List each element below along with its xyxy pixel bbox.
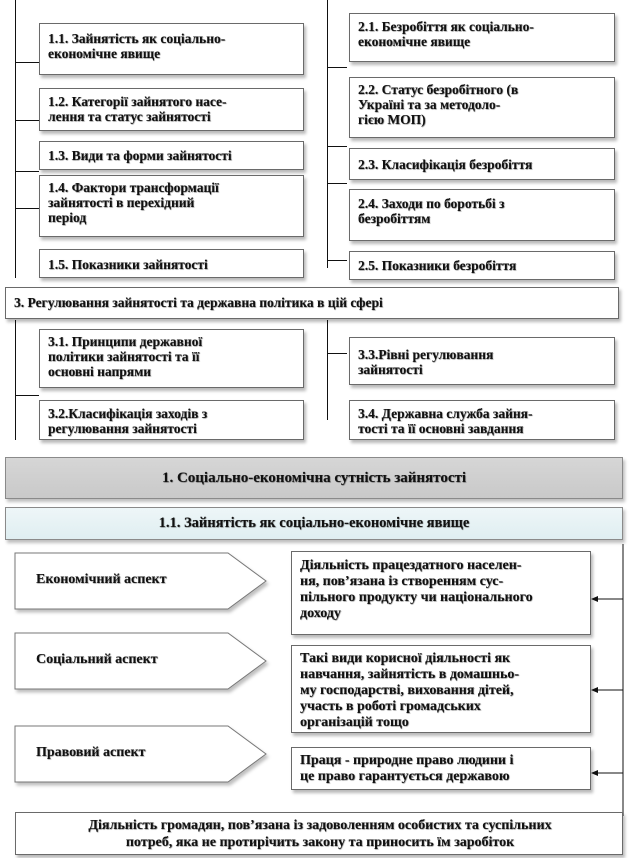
item-1-5: 1.5. Показники зайнятості [39, 249, 304, 278]
item-1-2: 1.2. Категорії зайнятого насе- лення та статус зайнятості [39, 88, 304, 131]
item-2-1: 2.1. Безробіття як соціально- економічне явище [349, 13, 615, 62]
item-2-5: 2.5. Показники безробіття [349, 251, 615, 280]
section-1-heading: 1. Соціально-економічна сутність зайнятості [5, 457, 623, 499]
economic-arrowhead [591, 596, 598, 602]
item-2-3: 2.3. Класифікація безробіття [349, 148, 615, 180]
legal-definition: Праця - природне право людини і це право гарантується державою [291, 747, 591, 790]
social-definition: Такі види корисної діяльності як навчання, зайнятість в домашньо- му господарстві, виховання дітей, участь в роботі громадських організацій тощо [291, 645, 591, 733]
summary-definition: Діяльність громадян, пов’язана із задоволенням особистих та суспільних потреб, яка не протирічить закону та приносить їм заробіток [15, 812, 623, 855]
section-3-title: 3. Регулювання зайнятості та державна політика в цій сфері [5, 287, 619, 319]
economic-definition: Діяльність працездатного населен- ня, пов’язана із створенням сус- пільного продукту чи національного доходу [291, 551, 591, 635]
social-aspect-label: Соціальний аспект [36, 652, 158, 667]
item-1-4: 1.4. Фактори трансформації зайнятості в перехідний період [39, 175, 304, 237]
section-1-1-heading: 1.1. Зайнятість як соціально-економічне явище [5, 507, 623, 540]
item-3-3: 3.3.Рівні регулювання зайнятості [349, 337, 615, 385]
legal-aspect-label: Правовий аспект [36, 745, 146, 760]
social-arrowhead [591, 687, 598, 693]
legal-arrowhead [591, 770, 598, 776]
item-2-4: 2.4. Заходи по боротьбі з безробіттям [349, 189, 615, 241]
item-3-4: 3.4. Державна служба зайня- тості та її основні завдання [349, 400, 615, 440]
item-1-1: 1.1. Зайнятість як соціально- економічне явище [39, 23, 304, 75]
item-1-3: 1.3. Види та форми зайнятості [39, 141, 304, 170]
item-3-1: 3.1. Принципи державної політики зайнятості та її основні напрями [39, 329, 304, 388]
economic-aspect-label: Економічний аспект [36, 572, 167, 587]
item-2-2: 2.2. Статус безробітного (в Україні та за методоло- гією МОП) [349, 77, 615, 138]
item-3-2: 3.2.Класифікація заходів з регулювання зайнятості [39, 400, 304, 440]
